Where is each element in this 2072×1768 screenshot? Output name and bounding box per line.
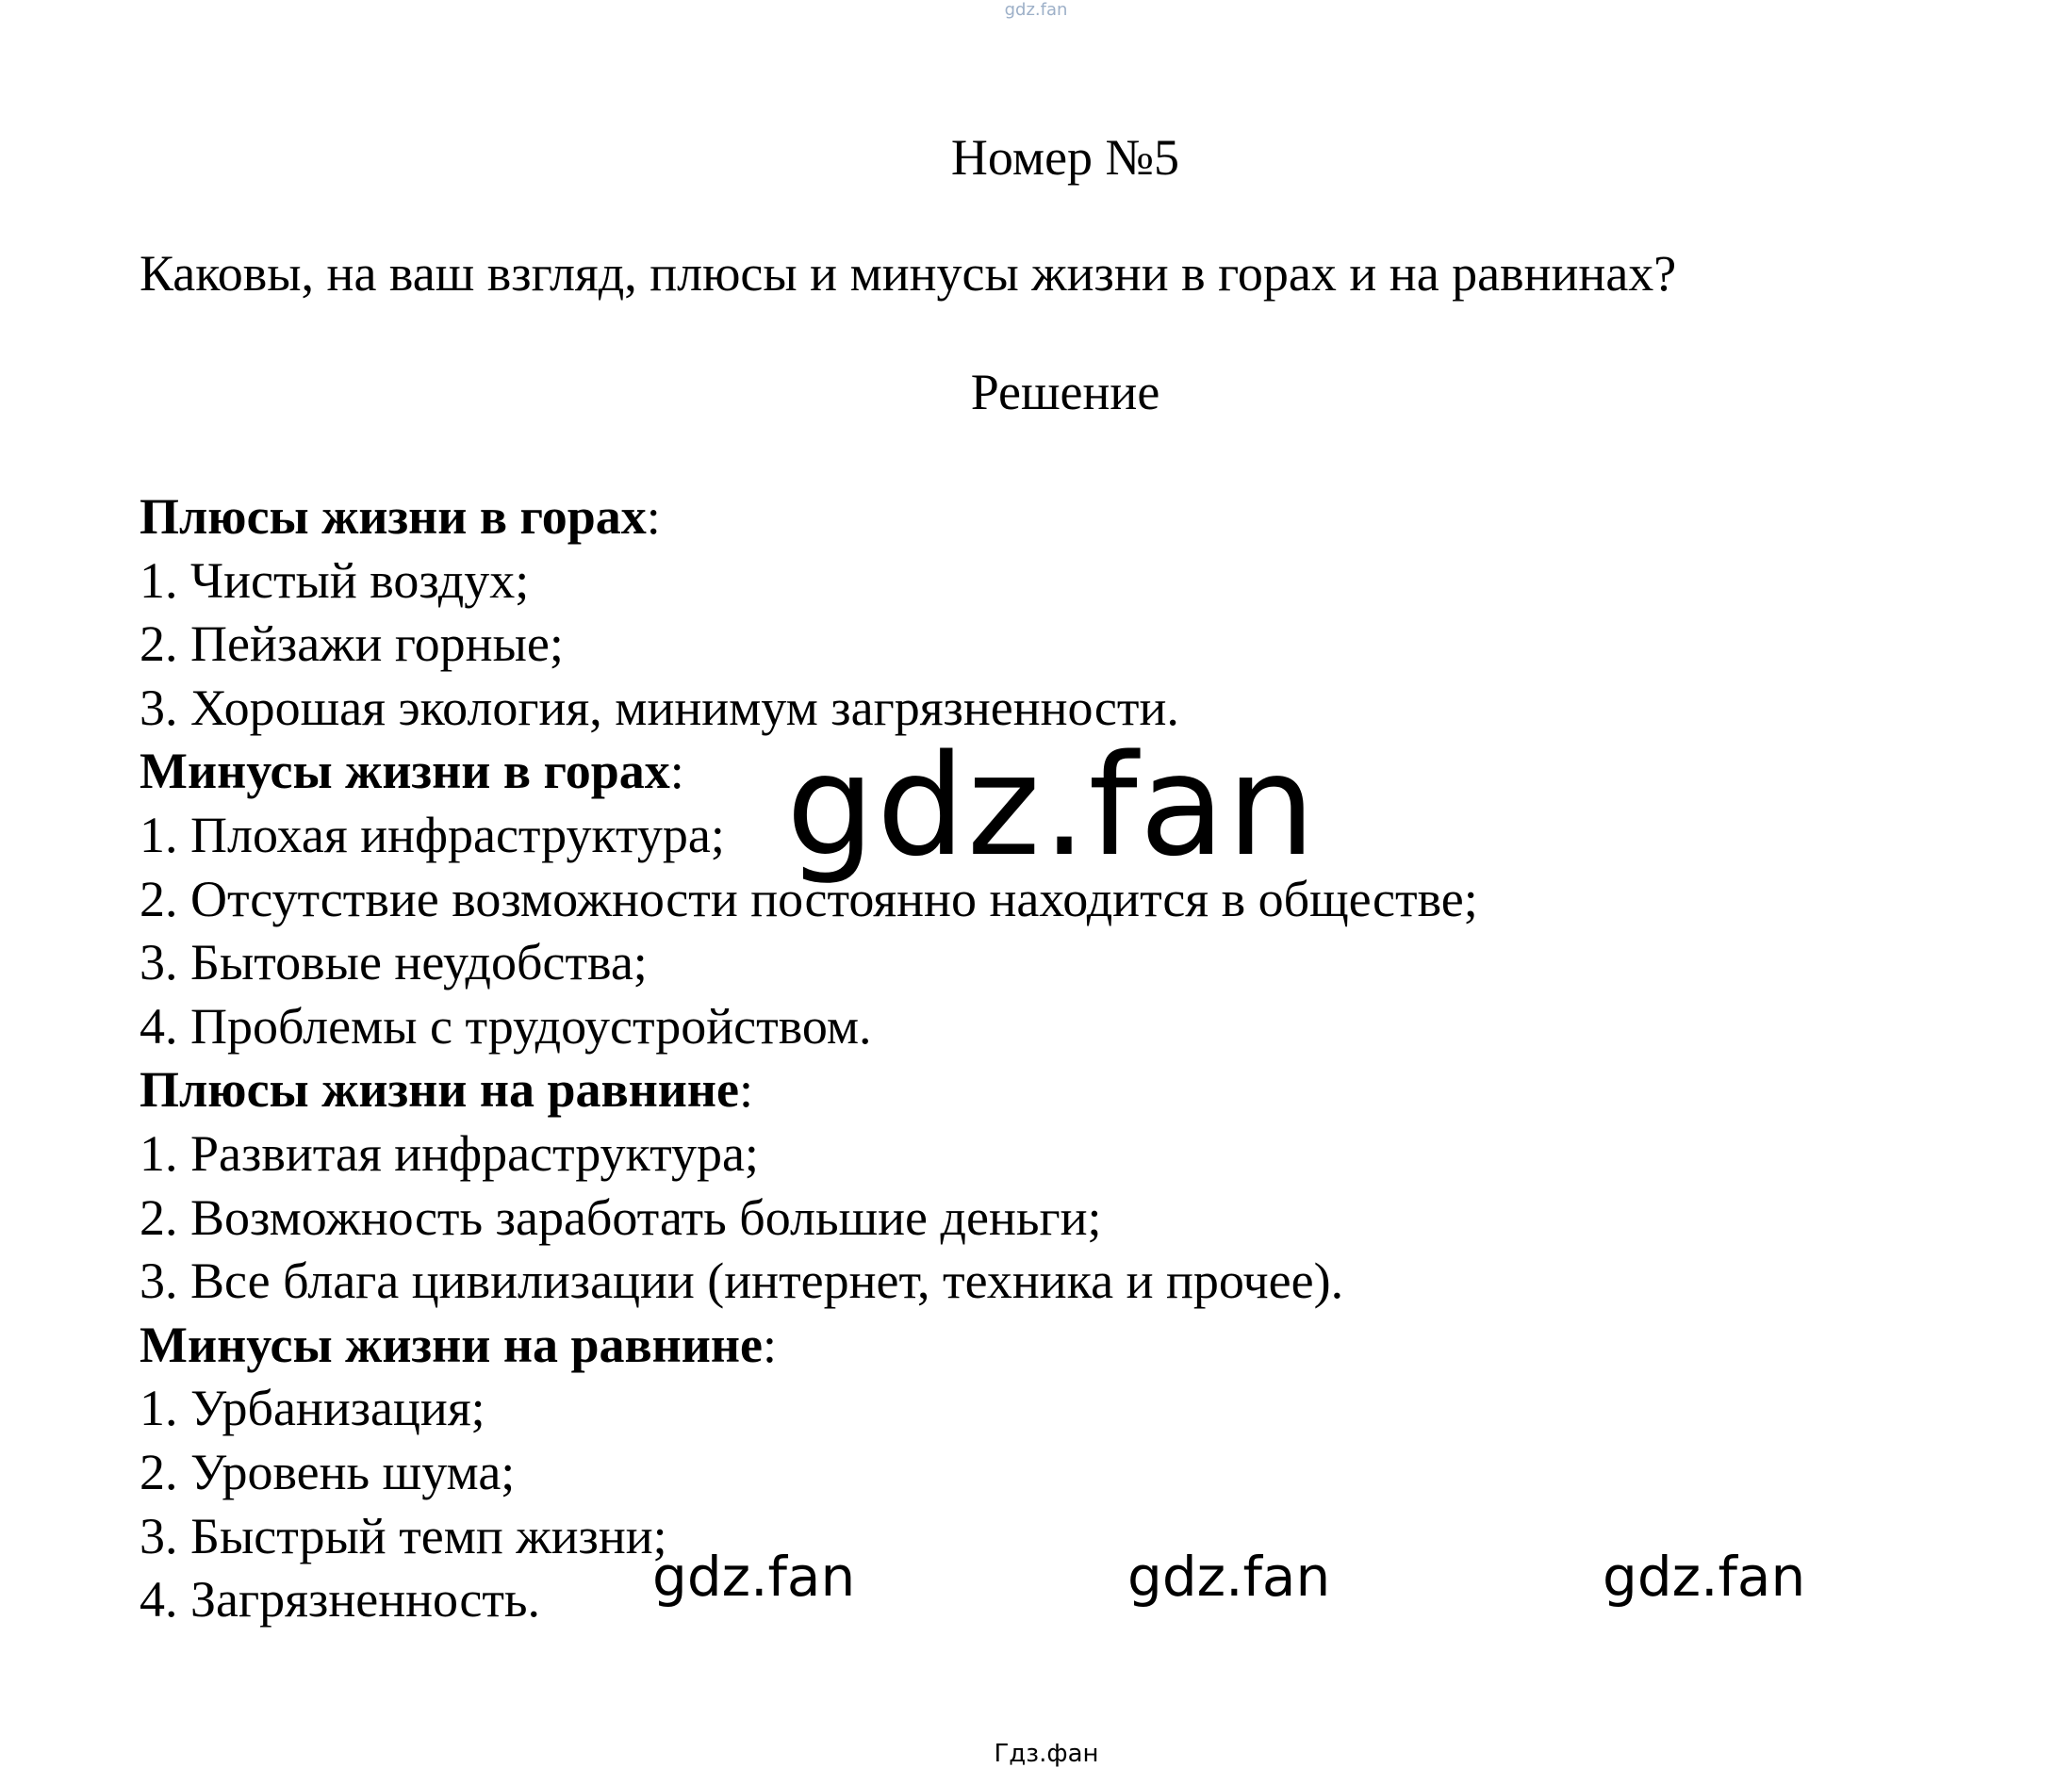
list-item: 3. Быстрый темп жизни; (140, 1507, 667, 1564)
list-item: 1. Развитая инфраструктура; (140, 1124, 759, 1182)
top-watermark: gdz.fan (1004, 0, 1068, 20)
solution-content (140, 485, 1478, 1632)
list-item: 4. Загрязненность. (140, 1571, 541, 1629)
list-item: 2. Пейзажи горные; (140, 615, 564, 673)
list-item: 3. Бытовые неудобства; (140, 934, 648, 991)
list-item: 2. Отсутствие возможности постоянно находится в обществе; (140, 870, 1478, 927)
list-item: 1. Плохая инфраструктура; (140, 806, 725, 863)
section-heading-pros-mountains: Плюсы жизни в горах: (140, 488, 661, 545)
section-heading-pros-plains: Плюсы жизни на равнине: (140, 1061, 754, 1119)
page-title: Номер №5 (950, 129, 1180, 186)
list-item: 2. Уровень шума; (140, 1443, 516, 1500)
list-item: 1. Чистый воздух; (140, 551, 530, 609)
question-text: Каковы, на ваш взгляд, плюсы и минусы жизни в горах и на равнинах? (140, 245, 1677, 302)
list-item: 3. Все блага цивилизации (интернет, техника и прочее). (140, 1252, 1344, 1310)
watermark-bottom-left: gdz.fan (652, 1545, 856, 1609)
section-heading-cons-plains: Минусы жизни на равнине: (140, 1316, 777, 1373)
solution-heading: Решение (970, 364, 1160, 420)
section-heading-cons-mountains: Минусы жизни в горах: (140, 743, 684, 800)
footer-text: Гдз.фан (994, 1740, 1099, 1768)
list-item: 4. Проблемы с трудоустройством. (140, 997, 872, 1055)
list-item: 2. Возможность заработать большие деньги; (140, 1188, 1102, 1246)
watermark-bottom-right: gdz.fan (1603, 1545, 1806, 1609)
list-item: 1. Урбанизация; (140, 1380, 485, 1437)
list-item: 3. Хорошая экология, минимум загрязненности. (140, 679, 1179, 736)
watermark-bottom-center: gdz.fan (1127, 1545, 1331, 1609)
watermark-large: gdz.fan (786, 725, 1318, 887)
